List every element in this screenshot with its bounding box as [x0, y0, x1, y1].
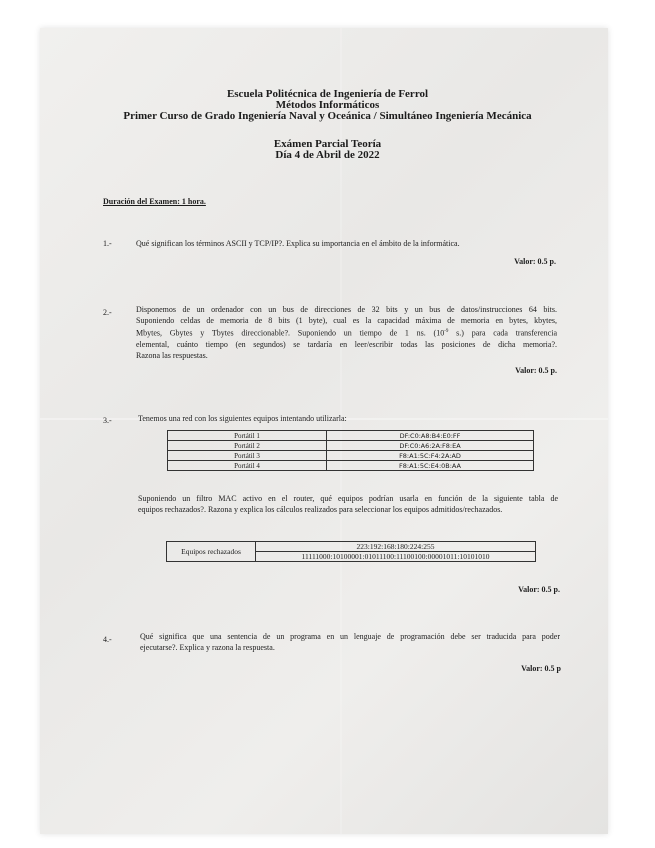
table-row: [167, 542, 536, 552]
question-line: Suponiendo un filtro MAC activo en el router, qué equipos podrían usarla en función de la siguiente tabla de: [138, 494, 558, 503]
course-name: Primer Curso de Grado Ingeniería Naval y Oceánica / Simultáneo Ingeniería Mecánica: [123, 110, 532, 122]
device-mac: DF:C0:A8:B4:E0:FF: [327, 431, 534, 441]
question-line: Razona las respuestas.: [136, 350, 208, 360]
question-number: 1.-: [103, 239, 112, 248]
table-row: [168, 461, 534, 471]
question-line: ejecutarse?. Explica y razona la respuesta.: [140, 643, 275, 652]
question-line: Suponiendo celdas de memoria de 8 bits (1 byte), cual es la capacidad máxima de memoria en bytes, kbytes,: [136, 316, 557, 325]
rejected-table: [166, 541, 536, 562]
rejected-mac: 223:192:168:180:224:255: [256, 542, 536, 552]
table-row: [168, 431, 534, 441]
device-mac: DF:C0:A6:2A:F8:EA: [327, 441, 534, 451]
question-text: Qué significan los términos ASCII y TCP/IP?. Explica su importancia en el ámbito de la informática.: [136, 239, 460, 248]
question-number: 3.-: [103, 416, 112, 425]
subject-name: Métodos Informáticos: [275, 99, 380, 111]
device-name: Portátil 1: [168, 431, 327, 441]
question-number: 4.-: [103, 635, 112, 644]
question-line-part: s.) para cada transferencia: [448, 328, 558, 338]
device-name: Portátil 3: [168, 451, 327, 461]
question-number: 2.-: [103, 308, 112, 317]
question-value: Valor: 0.5 p.: [514, 257, 556, 266]
question-intro: Tenemos una red con los siguientes equipos intentando utilizarla:: [138, 414, 347, 423]
question-text: [140, 631, 560, 653]
question-line: Disponemos de un ordenador con un bus de direcciones de 32 bits y un bus de datos/instrucciones 64 bits.: [136, 305, 557, 314]
question-value: Valor: 0.5 p: [521, 664, 561, 673]
device-mac: F8:A1:5C:F4:2A:AD: [327, 451, 534, 461]
rejected-mac: 11111000:10100001:01011100:11100100:00001011:10101010: [256, 552, 536, 562]
question-line-part: Mbytes, Gbytes y Tbytes direccionable?. Suponiendo un tiempo de 1 ns. (10: [136, 328, 445, 338]
device-mac: F8:A1:5C:E4:0B:AA: [327, 461, 534, 471]
exam-duration: Duración del Examen: 1 hora.: [103, 197, 206, 206]
device-name: Portátil 2: [168, 441, 327, 451]
question-value: Valor: 0.5 p.: [515, 366, 557, 375]
table-row: [168, 451, 534, 461]
devices-table: [167, 430, 534, 471]
exam-title: Exámen Parcial Teoría: [273, 138, 382, 150]
question-line: equipos rechazados?. Razona y explica los cálculos realizados para seleccionar los equipos admitidos/rechazados.: [138, 505, 503, 514]
exam-date: Día 4 de Abril de 2022: [275, 149, 380, 161]
rejected-label: Equipos rechazados: [167, 542, 256, 562]
device-name: Portátil 4: [168, 461, 327, 471]
school-name: Escuela Politécnica de Ingeniería de Ferrol: [226, 88, 429, 100]
exponent: -9: [444, 329, 449, 334]
question-line: [136, 326, 557, 339]
question-line: elemental, cuánto tiempo (en segundos) se tardaría en leer/escribir todas las posiciones de dicha memoria?.: [136, 339, 557, 349]
question-line: Qué significa que una sentencia de un programa en un lenguaje de programación debe ser traducida para poder: [140, 632, 560, 641]
question-text: [136, 304, 557, 361]
question-value: Valor: 0.5 p.: [518, 585, 560, 594]
question-text: [138, 493, 558, 515]
table-row: [168, 441, 534, 451]
